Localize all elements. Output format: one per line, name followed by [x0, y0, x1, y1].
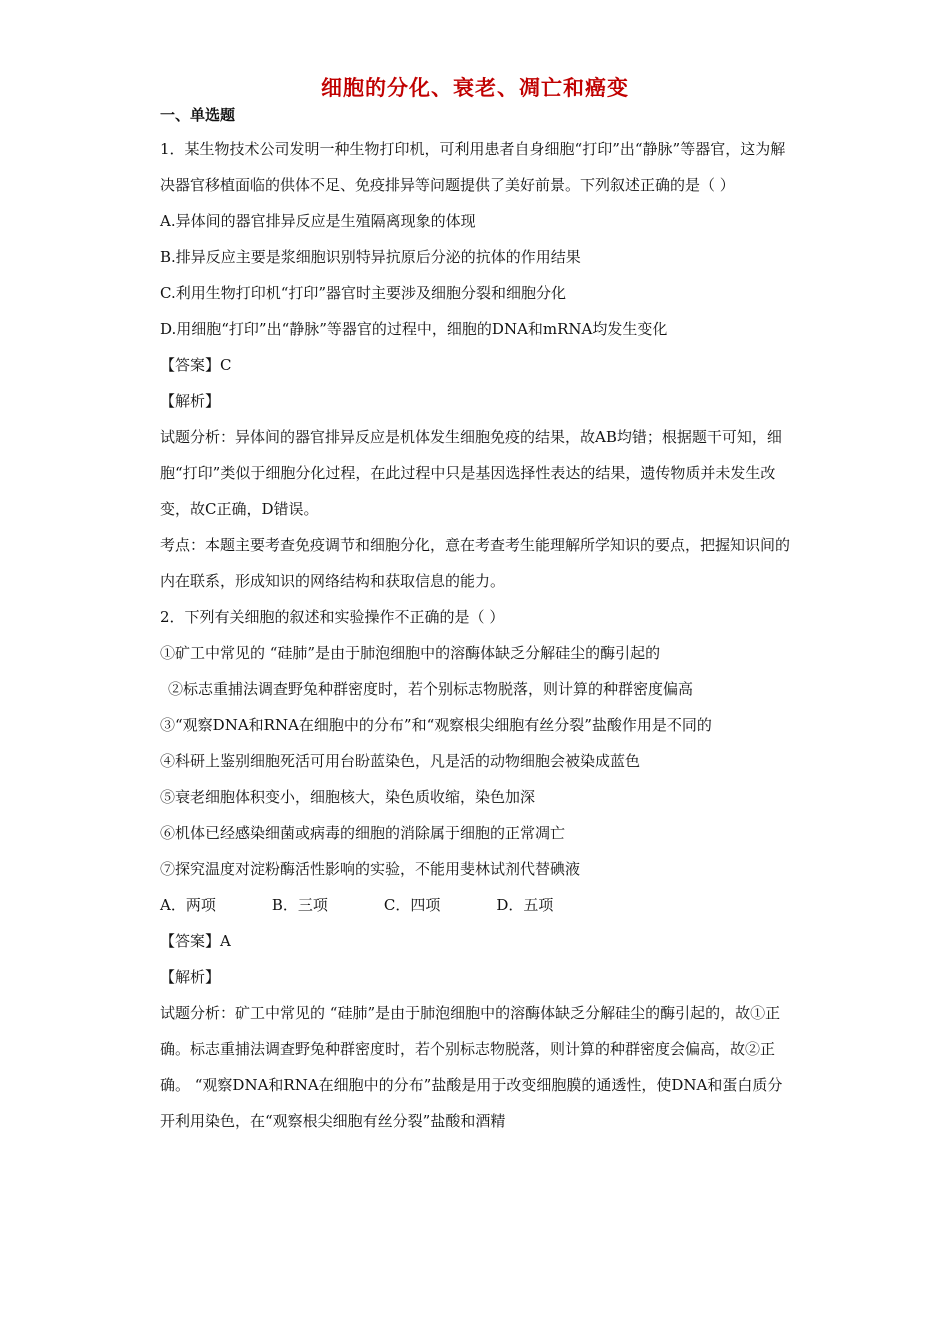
document-title: 细胞的分化、衰老、凋亡和癌变 — [321, 76, 629, 100]
question-2-item-7: ⑦探究温度对淀粉酶活性影响的实验，不能用斐林试剂代替碘液 — [160, 860, 581, 878]
question-2-item-4: ④科研上鉴别细胞死活可用台盼蓝染色，凡是活的动物细胞会被染成蓝色 — [160, 752, 641, 770]
question-1-stem: 1．某生物技术公司发明一种生物打印机，可利用患者自身细胞“打印”出“静脉”等器官，这为解决器官移植面临的供体不足、免疫排异等问题提供了美好前景。下列叙述正确的是（ ） — [160, 140, 786, 194]
question-1-analysis: 试题分析：异体间的器官排异反应是机体发生细胞免疫的结果，故AB均错；根据题干可知，细胞“打印”类似于细胞分化过程，在此过程中只是基因选择性表达的结果，遗传物质并未发生改变，故C正确，D错误。 — [160, 428, 782, 518]
question-1-point: 考点：本题主要考查免疫调节和细胞分化，意在考查考生能理解所学知识的要点，把握知识间的内在联系，形成知识的网络结构和获取信息的能力。 — [160, 536, 791, 590]
question-2-analysis-label: 【解析】 — [160, 968, 221, 986]
question-2-item-5: ⑤衰老细胞体积变小，细胞核大，染色质收缩，染色加深 — [160, 788, 536, 806]
question-2-option-d: D．五项 — [496, 896, 554, 914]
question-2-stem: 2．下列有关细胞的叙述和实验操作不正确的是（ ） — [160, 608, 505, 626]
question-1-option-d: D.用细胞“打印”出“静脉”等器官的过程中，细胞的DNA和mRNA均发生变化 — [160, 320, 668, 338]
question-1-option-a: A.异体间的器官排异反应是生殖隔离现象的体现 — [160, 212, 476, 230]
section-heading: 一、单选题 — [160, 106, 236, 124]
question-1-option-b: B.排异反应主要是浆细胞识别特异抗原后分泌的抗体的作用结果 — [160, 248, 581, 266]
question-2-item-3: ③“观察DNA和RNA在细胞中的分布”和“观察根尖细胞有丝分裂”盐酸作用是不同的 — [160, 716, 712, 734]
question-2-item-2: ②标志重捕法调查野兔种群密度时，若个别标志物脱落，则计算的种群密度偏高 — [168, 680, 694, 698]
document-body — [160, 131, 792, 1139]
question-2-option-a: A．两项 — [160, 896, 216, 914]
question-2-item-6: ⑥机体已经感染细菌或病毒的细胞的消除属于细胞的正常凋亡 — [160, 824, 566, 842]
question-2-option-b: B．三项 — [271, 896, 328, 914]
question-1-answer: 【答案】C — [160, 356, 232, 374]
question-1-analysis-label: 【解析】 — [160, 392, 221, 410]
question-2-answer: 【答案】A — [160, 932, 231, 950]
question-2-options — [160, 887, 792, 923]
question-2-analysis: 试题分析：矿工中常见的 “硅肺”是由于肺泡细胞中的溶酶体缺乏分解硅尘的酶引起的，故①正确。标志重捕法调查野兔种群密度时，若个别标志物脱落，则计算的种群密度会偏高，故②正确。 “观察DNA和RNA在细胞中的分布”盐酸是用于改变细胞膜的通透性，使DNA和蛋白质分开利用染色，在“观察根尖细胞有丝分裂”盐酸和酒精 — [160, 1004, 783, 1130]
question-2-item-1: ①矿工中常见的 “硅肺”是由于肺泡细胞中的溶酶体缺乏分解硅尘的酶引起的 — [160, 644, 661, 662]
question-2-option-c: C．四项 — [383, 896, 441, 914]
question-1-option-c: C.利用生物打印机“打印”器官时主要涉及细胞分裂和细胞分化 — [160, 284, 567, 302]
